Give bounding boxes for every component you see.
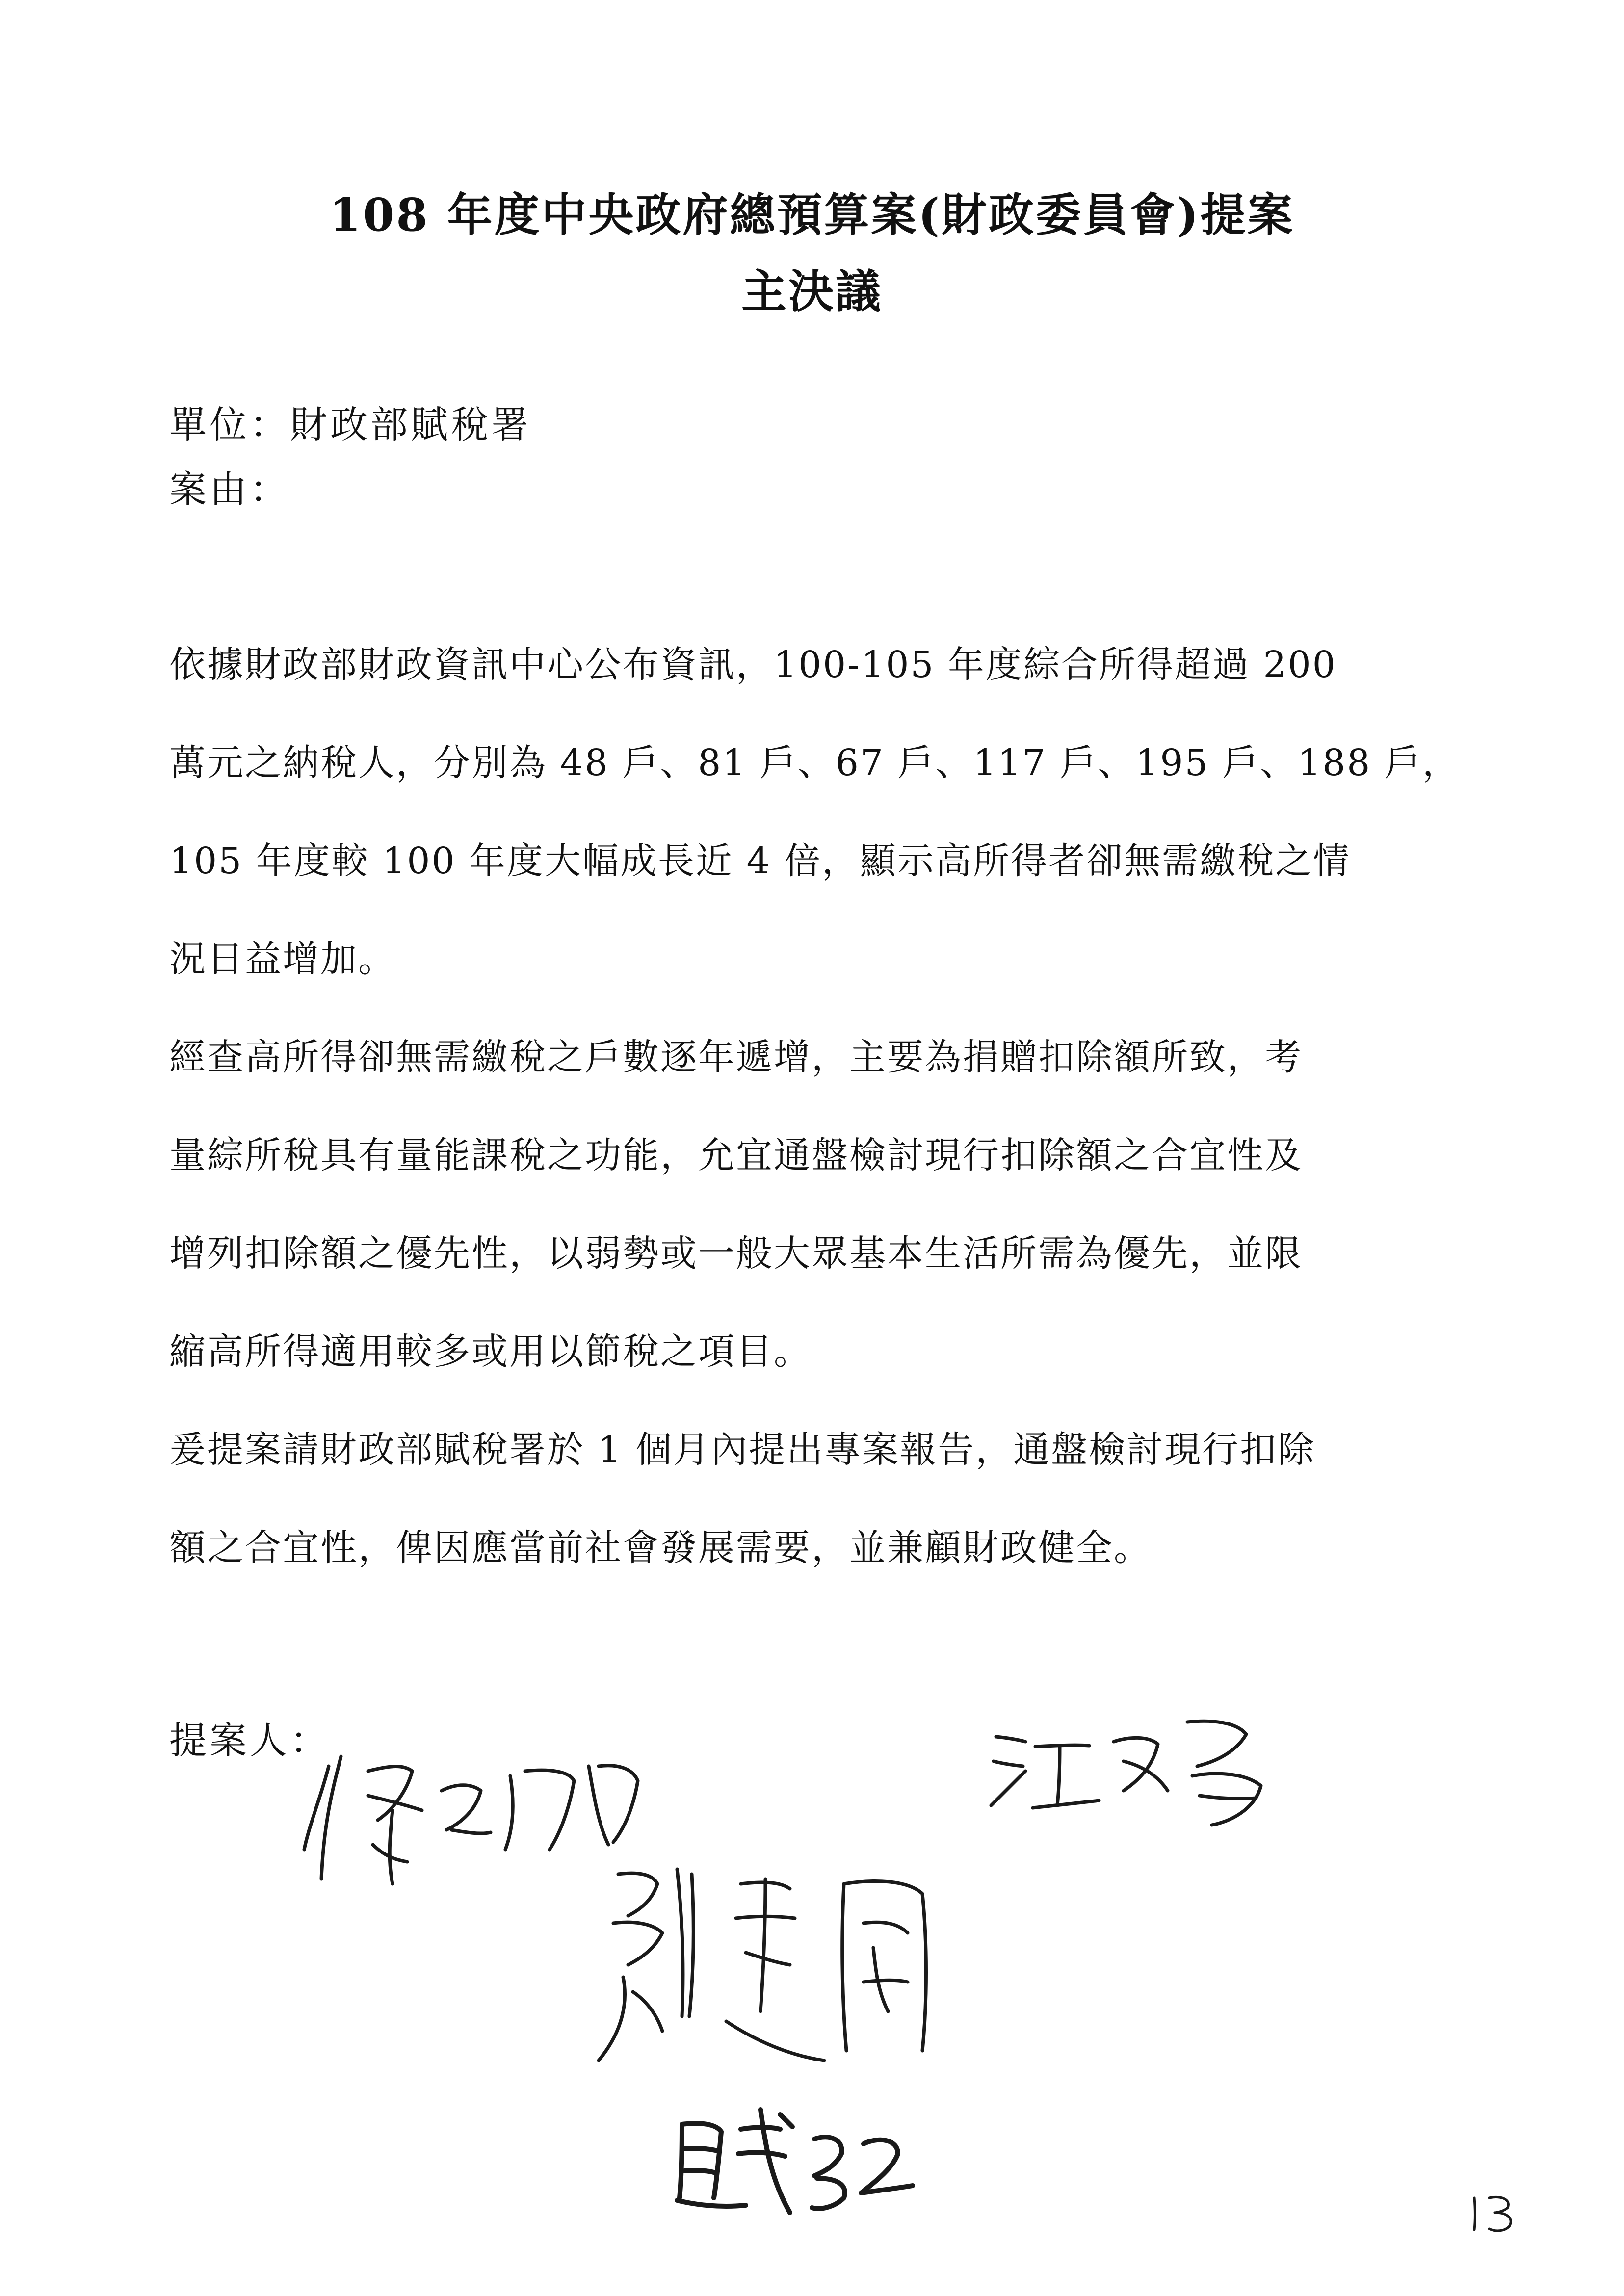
paragraph-2-line: 增列扣除額之優先性，以弱勢或一般大眾基本生活所需為優先，並限 [169, 1232, 1303, 1275]
paragraph-3-line: 爰提案請財政部賦稅署於 1 個月內提出專案報告，通盤檢討現行扣除 [169, 1429, 1316, 1471]
paragraph-1-line: 105 年度較 100 年度大幅成長近 4 倍，顯示高所得者卻無需繳稅之情 [169, 840, 1351, 882]
handwritten-signature-2 [981, 1707, 1285, 1845]
paragraph-1-line: 依據財政部財政資訊中心公布資訊，100-105 年度綜合所得超過 200 [169, 644, 1337, 686]
unit-line: 單位：財政部賦稅署 [169, 403, 531, 446]
paragraph-1-line: 萬元之納稅人，分別為 48 戶、81 戶、67 戶、117 戶、195 戶、188 戶， [169, 742, 1460, 784]
paragraph-1-line: 況日益增加。 [169, 938, 396, 980]
document-title: 108 年度中央政府總預算案(財政委員會)提案 [329, 188, 1295, 241]
paragraph-3-line: 額之合宜性，俾因應當前社會發展需要，並兼顧財政健全。 [169, 1527, 1152, 1569]
paragraph-2-line: 縮高所得適用較多或用以節稅之項目。 [169, 1331, 812, 1373]
paragraph-2-line: 量綜所稅具有量能課稅之功能，允宜通盤檢討現行扣除額之合宜性及 [169, 1134, 1303, 1176]
reason-label: 案由： [169, 468, 290, 511]
handwritten-page-number [1465, 2191, 1523, 2237]
paragraph-2-line: 經查高所得卻無需繳稅之戶數逐年遞增，主要為捐贈扣除額所致，考 [169, 1036, 1303, 1078]
proposer-label: 提案人： [169, 1719, 330, 1762]
document-subtitle: 主決議 [741, 265, 883, 318]
handwritten-signature-3 [569, 1854, 981, 2090]
handwritten-reference-mark [667, 2100, 922, 2222]
